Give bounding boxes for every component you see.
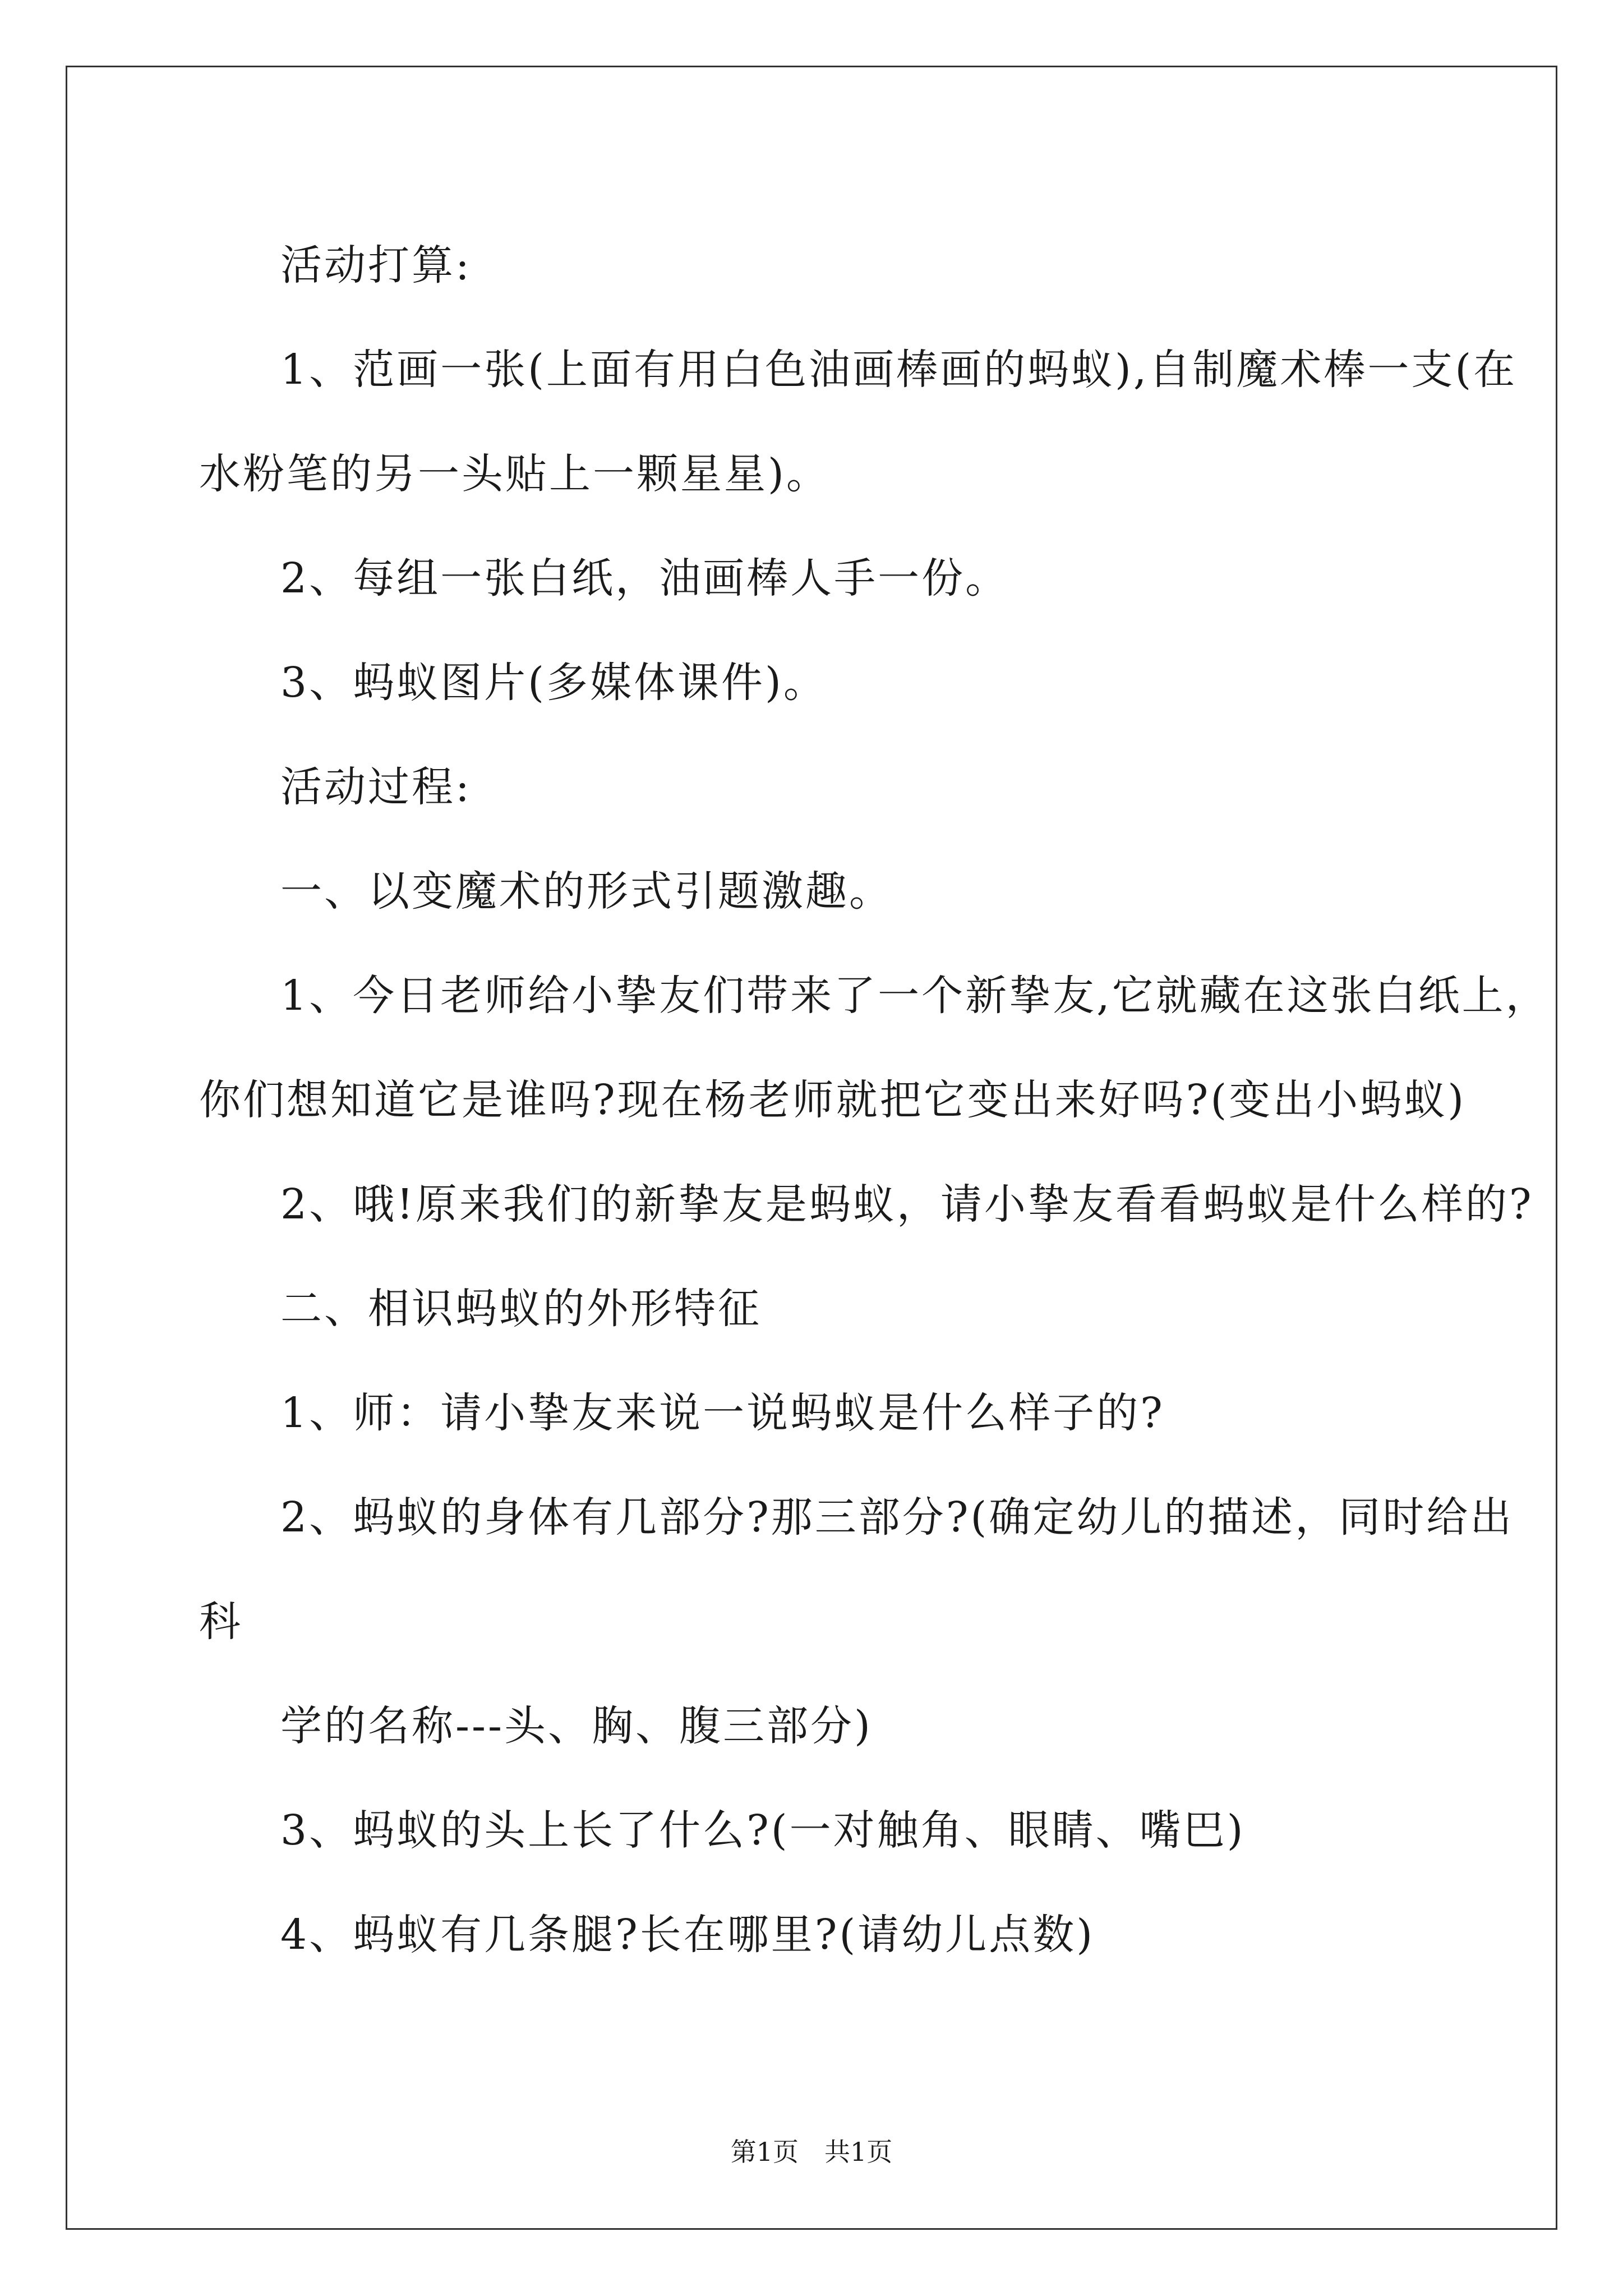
paragraph: 科 bbox=[199, 1598, 243, 1646]
document-body bbox=[199, 213, 1550, 1987]
paragraph: 2、哦!原来我们的新挚友是蚂蚁，请小挚友看看蚂蚁是什么样的? bbox=[280, 1180, 1534, 1228]
paragraph: 1、师：请小挚友来说一说蚂蚁是什么样子的? bbox=[280, 1389, 1165, 1437]
paragraph: 你们想知道它是谁吗?现在杨老师就把它变出来好吗?(变出小蚂蚁) bbox=[199, 1076, 1467, 1124]
paragraph: 3、蚂蚁图片(多媒体课件)。 bbox=[280, 659, 827, 707]
paragraph: 3、蚂蚁的头上长了什么?(一对触角、眼睛、嘴巴) bbox=[280, 1806, 1246, 1855]
paragraph: 2、蚂蚁的身体有几部分?那三部分?(确定幼儿的描述，同时给出 bbox=[280, 1493, 1514, 1542]
page-number-footer: 第1页 共1页 bbox=[730, 2137, 893, 2167]
paragraph: 活动打算: bbox=[280, 241, 472, 289]
paragraph: 活动过程: bbox=[280, 763, 472, 811]
paragraph: 二、相识蚂蚁的外形特征 bbox=[280, 1285, 762, 1333]
paragraph: 1、今日老师给小挚友们带来了一个新挚友,它就藏在这张白纸上， bbox=[280, 972, 1550, 1020]
paragraph: 4、蚂蚁有几条腿?长在哪里?(请幼儿点数) bbox=[280, 1911, 1095, 1959]
paragraph: 水粉笔的另一头贴上一颗星星)。 bbox=[199, 450, 830, 498]
paragraph: 2、每组一张白纸，油画棒人手一份。 bbox=[280, 554, 1009, 602]
paragraph: 一、以变魔术的形式引题激趣。 bbox=[280, 867, 893, 915]
paragraph: 1、范画一张(上面有用白色油画棒画的蚂蚁),自制魔术棒一支(在 bbox=[280, 346, 1518, 394]
paragraph: 学的名称---头、胸、腹三部分) bbox=[280, 1702, 873, 1750]
